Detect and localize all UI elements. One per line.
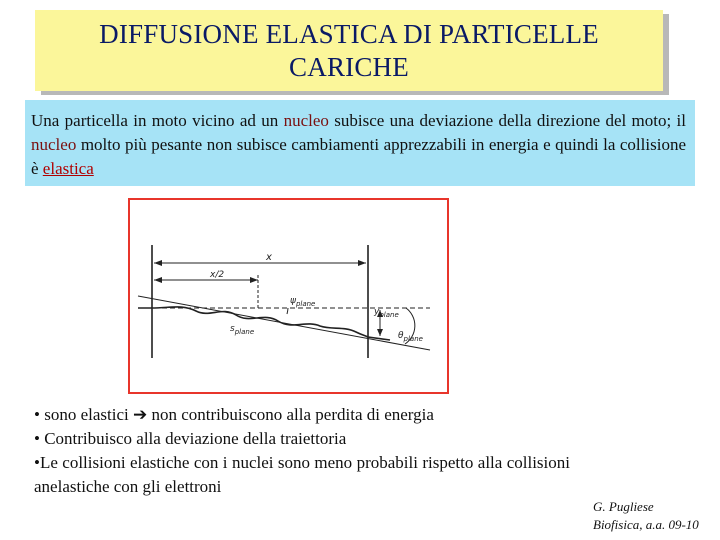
bullet-item-3: •Le collisioni elastiche con i nuclei sono meno probabili rispetto alla collisioni anelastiche con gli elettroni [34, 453, 570, 496]
bullet-1-text-pre: • sono elastici [34, 405, 133, 424]
x-arrowhead-left [154, 260, 162, 266]
bullet-item-2: • Contribuisco alla deviazione della traiettoria [34, 429, 347, 448]
y-arrowhead-bottom [377, 329, 383, 336]
title-line-1: DIFFUSIONE ELASTICA DI PARTICELLE [99, 18, 599, 49]
bullet-1-text-post: non contribuiscono alla perdita di energia [147, 405, 434, 424]
scattering-diagram-svg [130, 200, 447, 392]
arrow-icon: ➔ [132, 405, 148, 424]
label-theta-plane: $\theta_{plane}$ [398, 331, 423, 343]
title-line-2: CARICHE [289, 51, 409, 82]
author-credit [593, 498, 699, 534]
particle-trajectory [138, 307, 390, 340]
keyword-nucleo-2: nucleo [31, 135, 77, 154]
slide-title [35, 10, 663, 91]
psi-arc [287, 308, 288, 314]
label-y-plane: $y_{plane}$ [374, 307, 399, 319]
label-x-half: x/2 [210, 270, 225, 280]
scattering-diagram [128, 198, 449, 394]
keyword-nucleo-1: nucleo [283, 111, 329, 130]
bullet-item-1 [34, 403, 570, 427]
bullet-list [34, 403, 570, 499]
label-psi: $\psi_{plane}$ [290, 296, 316, 308]
intro-text-2: subisce una deviazione della direzione del moto; il [328, 111, 686, 130]
x-arrowhead-right [358, 260, 366, 266]
label-s-plane: $s_{plane}$ [230, 324, 255, 336]
intro-text-3: molto più pesante non subisce cambiamenti apprezzabili in energia e quindi la collisione è [31, 135, 686, 178]
half-x-arrowhead-left [154, 277, 162, 283]
intro-text-1: Una particella in moto vicino ad un [31, 111, 284, 130]
label-x: x [266, 252, 272, 263]
credit-author: G. Pugliese [593, 499, 654, 514]
intro-paragraph [25, 100, 695, 186]
credit-course: Biofisica, a.a. 09-10 [593, 517, 699, 532]
keyword-elastica: elastica [42, 159, 94, 178]
half-x-arrowhead-right [250, 277, 258, 283]
